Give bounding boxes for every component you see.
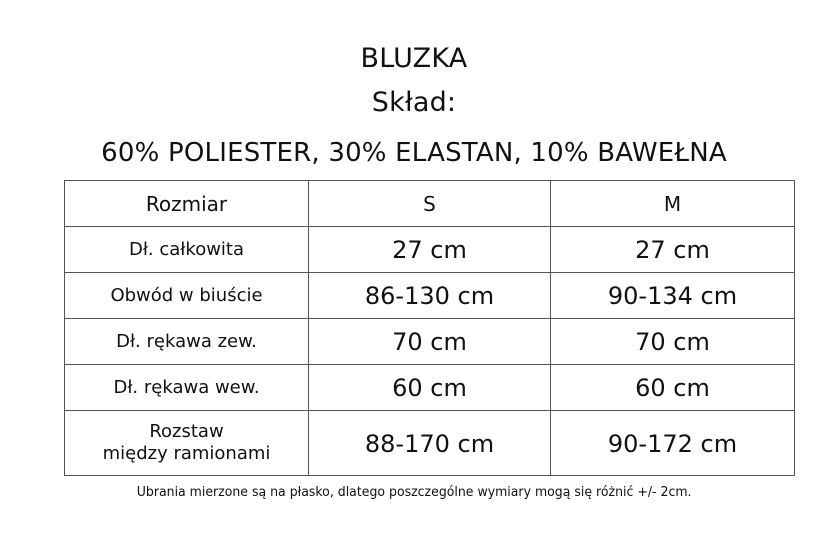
footnote: Ubrania mierzone są na płasko, dlatego poszczególne wymiary mogą się różnić +/- 2cm. [136, 485, 692, 500]
size-table [64, 180, 795, 476]
row-label-line: Rozstaw [149, 421, 224, 442]
header-size-s: S [309, 181, 551, 227]
table-row [65, 273, 795, 319]
cell-value: 70 cm [309, 319, 551, 365]
table-row [65, 411, 795, 476]
header-size-m: M [551, 181, 795, 227]
row-label: Obwód w biuście [65, 273, 309, 319]
cell-value: 88-170 cm [309, 411, 551, 476]
cell-value: 86-130 cm [309, 273, 551, 319]
cell-value: 90-172 cm [551, 411, 795, 476]
composition-text: 60% POLIESTER, 30% ELASTAN, 10% BAWEŁNA [101, 138, 727, 168]
table-header-row [65, 181, 795, 227]
row-label: Dł. całkowita [65, 227, 309, 273]
table-row [65, 319, 795, 365]
composition-label: Skład: [371, 87, 457, 118]
cell-value: 27 cm [551, 227, 795, 273]
product-title: BLUZKA [360, 43, 468, 74]
cell-value: 70 cm [551, 319, 795, 365]
cell-value: 60 cm [551, 365, 795, 411]
cell-value: 90-134 cm [551, 273, 795, 319]
cell-value: 60 cm [309, 365, 551, 411]
table-row [65, 227, 795, 273]
header-size-label: Rozmiar [65, 181, 309, 227]
table-row [65, 365, 795, 411]
cell-value: 27 cm [309, 227, 551, 273]
row-label-line: między ramionami [102, 443, 271, 464]
row-label: Dł. rękawa zew. [65, 319, 309, 365]
row-label [65, 411, 309, 476]
row-label: Dł. rękawa wew. [65, 365, 309, 411]
